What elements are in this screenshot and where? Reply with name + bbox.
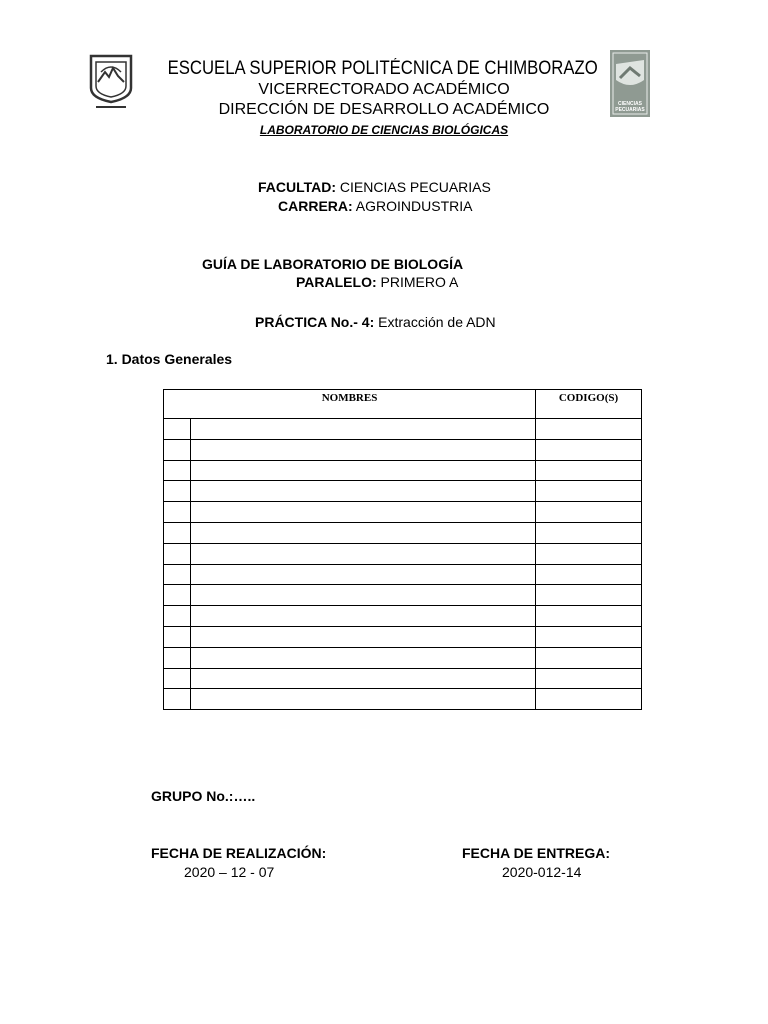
table-header-row — [164, 390, 642, 419]
table-row — [164, 543, 642, 564]
name-cell[interactable] — [191, 522, 536, 543]
paralelo-label: PARALELO: — [296, 274, 377, 290]
fecha-entrega-value: 2020-012-14 — [502, 864, 582, 880]
row-number-cell[interactable] — [164, 460, 191, 481]
practica-value: Extracción de ADN — [378, 314, 496, 330]
name-cell[interactable] — [191, 543, 536, 564]
name-cell[interactable] — [191, 606, 536, 627]
code-cell[interactable] — [536, 626, 642, 647]
right-logo-text: CIENCIAS — [618, 101, 642, 107]
name-cell[interactable] — [191, 439, 536, 460]
row-number-cell[interactable] — [164, 522, 191, 543]
lab-title: LABORATORIO DE CIENCIAS BIOLÓGICAS — [259, 123, 509, 137]
carrera-line — [278, 198, 472, 214]
fecha-realizacion-value: 2020 – 12 - 07 — [184, 864, 275, 880]
table-row — [164, 439, 642, 460]
paralelo-line — [296, 274, 458, 290]
names-table — [163, 389, 642, 710]
name-cell[interactable] — [191, 502, 536, 523]
code-cell[interactable] — [536, 439, 642, 460]
name-cell[interactable] — [191, 419, 536, 440]
carrera-value: AGROINDUSTRIA — [355, 198, 473, 214]
facultad-value: CIENCIAS PECUARIAS — [339, 179, 491, 195]
row-number-cell[interactable] — [164, 502, 191, 523]
row-number-cell[interactable] — [164, 606, 191, 627]
name-cell[interactable] — [191, 481, 536, 502]
name-cell[interactable] — [191, 564, 536, 585]
row-number-cell[interactable] — [164, 543, 191, 564]
table-row — [164, 585, 642, 606]
fecha-entrega-label: FECHA DE ENTREGA: — [462, 845, 611, 861]
row-number-cell[interactable] — [164, 564, 191, 585]
names-header: NOMBRES — [164, 390, 536, 419]
name-cell[interactable] — [191, 647, 536, 668]
codes-header: CODIGO(S) — [536, 390, 642, 419]
code-cell[interactable] — [536, 522, 642, 543]
carrera-label: CARRERA: — [278, 198, 353, 214]
table-row — [164, 564, 642, 585]
code-cell[interactable] — [536, 689, 642, 710]
code-cell[interactable] — [536, 502, 642, 523]
table-row — [164, 647, 642, 668]
guide-title: GUÍA DE LABORATORIO DE BIOLOGÍA — [202, 256, 464, 272]
row-number-cell[interactable] — [164, 668, 191, 689]
facultad-line — [258, 179, 491, 195]
table-row — [164, 606, 642, 627]
code-cell[interactable] — [536, 585, 642, 606]
practica-line — [255, 314, 496, 330]
row-number-cell[interactable] — [164, 626, 191, 647]
name-cell[interactable] — [191, 585, 536, 606]
table-row — [164, 522, 642, 543]
name-cell[interactable] — [191, 668, 536, 689]
row-number-cell[interactable] — [164, 439, 191, 460]
section-heading: 1. Datos Generales — [106, 351, 233, 367]
table-row — [164, 626, 642, 647]
table-row — [164, 502, 642, 523]
code-cell[interactable] — [536, 647, 642, 668]
paralelo-value: PRIMERO A — [380, 274, 459, 290]
direction-title: DIRECCIÓN DE DESARROLLO ACADÉMICO — [218, 101, 550, 118]
name-cell[interactable] — [191, 460, 536, 481]
row-number-cell[interactable] — [164, 481, 191, 502]
facultad-label: FACULTAD: — [258, 179, 337, 195]
row-number-cell[interactable] — [164, 585, 191, 606]
code-cell[interactable] — [536, 564, 642, 585]
name-cell[interactable] — [191, 689, 536, 710]
code-cell[interactable] — [536, 460, 642, 481]
table-row — [164, 668, 642, 689]
row-number-cell[interactable] — [164, 689, 191, 710]
table-row — [164, 419, 642, 440]
code-cell[interactable] — [536, 606, 642, 627]
practica-label: PRÁCTICA No.- 4: — [255, 314, 375, 330]
grupo-line: GRUPO No.:….. — [151, 788, 256, 804]
vice-title: VICERRECTORADO ACADÉMICO — [258, 81, 510, 98]
svg-text:PECUARIAS: PECUARIAS — [615, 107, 645, 113]
code-cell[interactable] — [536, 543, 642, 564]
institution-title: ESCUELA SUPERIOR POLITÉCNICA DE CHIMBORAZO — [167, 58, 598, 79]
row-number-cell[interactable] — [164, 647, 191, 668]
code-cell[interactable] — [536, 668, 642, 689]
row-number-cell[interactable] — [164, 419, 191, 440]
table-row — [164, 460, 642, 481]
code-cell[interactable] — [536, 419, 642, 440]
table-row — [164, 689, 642, 710]
name-cell[interactable] — [191, 626, 536, 647]
fecha-realizacion-label: FECHA DE REALIZACIÓN: — [151, 845, 327, 861]
table-row — [164, 481, 642, 502]
code-cell[interactable] — [536, 481, 642, 502]
